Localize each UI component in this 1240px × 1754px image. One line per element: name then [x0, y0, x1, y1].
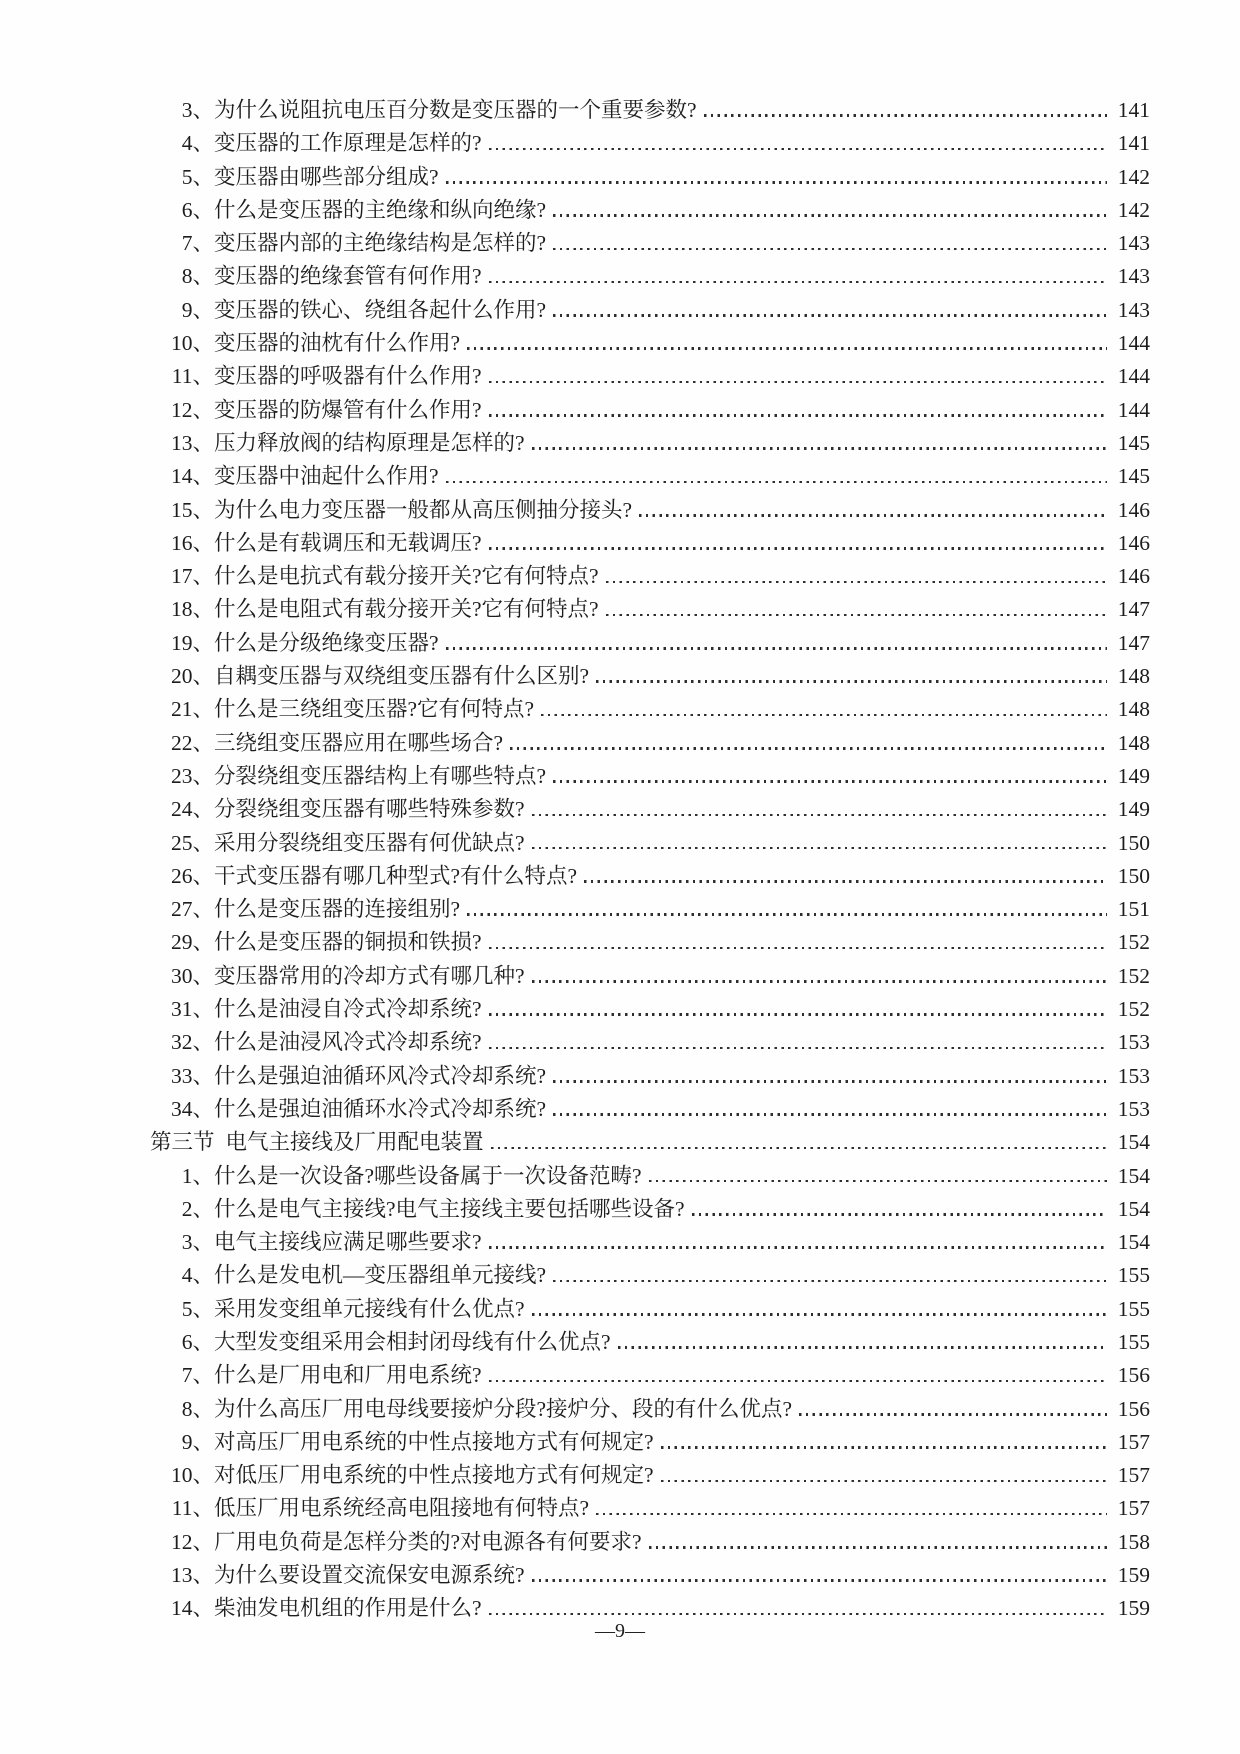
- entry-text: 什么是电阻式有载分接开关?它有何特点?: [214, 597, 599, 622]
- entry-number: 5、: [181, 164, 214, 189]
- toc-entry: [150, 827, 1150, 860]
- entry-text: 变压器的油枕有什么作用?: [214, 331, 461, 356]
- entry-text: 变压器的铁心、绕组各起什么作用?: [214, 297, 547, 322]
- entry-number: 8、: [181, 1396, 214, 1421]
- entry-page-number: 155: [1117, 1296, 1150, 1321]
- entry-number: 13、: [170, 1563, 214, 1588]
- toc-entry: [150, 693, 1150, 726]
- entry-text: 什么是三绕组变压器?它有何特点?: [214, 697, 535, 722]
- toc-entry: [150, 227, 1150, 260]
- entry-number: 3、: [181, 1230, 214, 1255]
- entry-page-number: 150: [1117, 830, 1150, 855]
- entry-number: 14、: [170, 1596, 214, 1621]
- entry-number: 29、: [170, 930, 214, 955]
- entry-text: 变压器中油起什么作用?: [214, 464, 439, 489]
- entry-number: 31、: [170, 997, 214, 1022]
- entry-number: 34、: [170, 1096, 214, 1121]
- entry-number: 14、: [170, 464, 214, 489]
- entry-text: 什么是电抗式有载分接开关?它有何特点?: [214, 564, 599, 589]
- entry-page-number: 154: [1117, 1196, 1150, 1221]
- entry-text: 为什么说阻抗电压百分数是变压器的一个重要参数?: [214, 98, 697, 122]
- toc-entry: [150, 1093, 1150, 1126]
- dot-leader: [532, 1579, 1107, 1582]
- entry-number: 8、: [181, 264, 214, 289]
- entry-text: 什么是强迫油循环风冷式冷却系统?: [214, 1063, 547, 1088]
- toc-entry: [150, 1193, 1150, 1226]
- toc-entry: [150, 1459, 1150, 1492]
- entry-text: 为什么电力变压器一般都从高压侧抽分接头?: [214, 497, 633, 522]
- dot-leader: [489, 281, 1107, 284]
- entry-page-number: 141: [1117, 98, 1150, 122]
- entry-text: 对高压厂用电系统的中性点接地方式有何规定?: [214, 1429, 654, 1454]
- entry-page-number: 145: [1117, 430, 1150, 455]
- page-number: —9—: [595, 1620, 645, 1642]
- entry-page-number: 153: [1117, 1063, 1150, 1088]
- toc-section-heading: [150, 1126, 1150, 1159]
- entry-page-number: 155: [1117, 1263, 1150, 1288]
- entry-text: 变压器的呼吸器有什么作用?: [214, 364, 482, 389]
- dot-leader: [692, 1213, 1107, 1216]
- dot-leader: [553, 214, 1107, 217]
- entry-page-number: 154: [1117, 1130, 1150, 1155]
- entry-number: 30、: [170, 963, 214, 988]
- dot-leader: [596, 680, 1107, 683]
- entry-number: 12、: [170, 397, 214, 422]
- entry-page-number: 154: [1117, 1230, 1150, 1255]
- dot-leader: [799, 1413, 1107, 1416]
- entry-text: 低压厂用电系统经高电阻接地有何特点?: [214, 1496, 590, 1521]
- toc-entry: [150, 1026, 1150, 1059]
- dot-leader: [541, 714, 1107, 717]
- dot-leader: [467, 913, 1107, 916]
- entry-text: 柴油发电机组的作用是什么?: [214, 1596, 482, 1621]
- entry-page-number: 143: [1117, 297, 1150, 322]
- entry-page-number: 142: [1117, 197, 1150, 222]
- toc-entry: [150, 1359, 1150, 1392]
- entry-page-number: 152: [1117, 997, 1150, 1022]
- dot-leader: [606, 614, 1107, 617]
- entry-text: 分裂绕组变压器结构上有哪些特点?: [214, 763, 547, 788]
- entry-number: 5、: [181, 1296, 214, 1321]
- dot-leader: [489, 1613, 1107, 1616]
- entry-number: 33、: [170, 1063, 214, 1088]
- entry-number: 7、: [181, 231, 214, 256]
- toc-entry: [150, 1393, 1150, 1426]
- entry-text: 变压器内部的主绝缘结构是怎样的?: [214, 231, 547, 256]
- dot-leader: [649, 1180, 1107, 1183]
- toc-entry: [150, 926, 1150, 959]
- dot-leader: [553, 314, 1107, 317]
- entry-number: 20、: [170, 664, 214, 689]
- toc-entry: [150, 960, 1150, 993]
- entry-number: 11、: [171, 364, 214, 389]
- entry-text: 什么是油浸自冷式冷却系统?: [214, 997, 482, 1022]
- toc-entry: [150, 1426, 1150, 1459]
- entry-page-number: 159: [1117, 1596, 1150, 1621]
- entry-text: 什么是分级绝缘变压器?: [214, 630, 439, 655]
- dot-leader: [584, 880, 1107, 883]
- dot-leader: [704, 114, 1107, 117]
- dot-leader: [596, 1513, 1107, 1516]
- entry-page-number: 144: [1117, 364, 1150, 389]
- entry-page-number: 142: [1117, 164, 1150, 189]
- entry-number: 12、: [170, 1529, 214, 1554]
- entry-number: 9、: [181, 297, 214, 322]
- toc-entry: [150, 1259, 1150, 1292]
- toc-entry: [150, 1492, 1150, 1525]
- entry-text: 什么是电气主接线?电气主接线主要包括哪些设备?: [214, 1196, 685, 1221]
- entry-text: 什么是油浸风冷式冷却系统?: [214, 1030, 482, 1055]
- toc-entry: [150, 460, 1150, 493]
- toc-entry: [150, 860, 1150, 893]
- dot-leader: [510, 747, 1107, 750]
- dot-leader: [661, 1480, 1107, 1483]
- entry-text: 什么是厂用电和厂用电系统?: [214, 1363, 482, 1388]
- entry-number: 2、: [181, 1196, 214, 1221]
- entry-text: 什么是强迫油循环水冷式冷却系统?: [214, 1096, 547, 1121]
- entry-text: 什么是变压器的连接组别?: [214, 897, 461, 922]
- entry-number: 11、: [171, 1496, 214, 1521]
- entry-page-number: 153: [1117, 1096, 1150, 1121]
- entry-page-number: 157: [1117, 1496, 1150, 1521]
- entry-number: 10、: [170, 1463, 214, 1488]
- entry-number: 16、: [170, 530, 214, 555]
- dot-leader: [489, 547, 1107, 550]
- entry-page-number: 148: [1117, 697, 1150, 722]
- entry-page-number: 153: [1117, 1030, 1150, 1055]
- entry-page-number: 152: [1117, 963, 1150, 988]
- dot-leader: [489, 947, 1107, 950]
- entry-number: 24、: [170, 797, 214, 822]
- toc-entry: [150, 94, 1150, 127]
- toc-entry: [150, 760, 1150, 793]
- dot-leader: [553, 1113, 1107, 1116]
- toc-entry: [150, 1293, 1150, 1326]
- entry-page-number: 149: [1117, 797, 1150, 822]
- dot-leader: [661, 1446, 1107, 1449]
- entry-number: 6、: [181, 1329, 214, 1354]
- toc-entry: [150, 1060, 1150, 1093]
- entry-text: 变压器的工作原理是怎样的?: [214, 131, 482, 156]
- dot-leader: [553, 248, 1107, 251]
- dot-leader: [446, 481, 1107, 484]
- toc-entry: [150, 494, 1150, 527]
- entry-page-number: 141: [1117, 131, 1150, 156]
- entry-text: 为什么高压厂用电母线要接炉分段?接炉分、段的有什么优点?: [214, 1396, 793, 1421]
- entry-text: 变压器常用的冷却方式有哪几种?: [214, 963, 525, 988]
- entry-text: 为什么要设置交流保安电源系统?: [214, 1563, 525, 1588]
- toc-entry: [150, 327, 1150, 360]
- dot-leader: [532, 847, 1107, 850]
- dot-leader: [489, 1047, 1107, 1050]
- entry-page-number: 157: [1117, 1429, 1150, 1454]
- entry-number: 25、: [170, 830, 214, 855]
- entry-page-number: 144: [1117, 331, 1150, 356]
- entry-number: 18、: [170, 597, 214, 622]
- entry-number: 17、: [170, 564, 214, 589]
- toc-entry: [150, 560, 1150, 593]
- entry-number: 21、: [170, 697, 214, 722]
- entry-number: 9、: [181, 1429, 214, 1454]
- entry-page-number: 158: [1117, 1529, 1150, 1554]
- toc-entry: [150, 394, 1150, 427]
- entry-number: 27、: [170, 897, 214, 922]
- dot-leader: [618, 1346, 1107, 1349]
- section-title: 电气主接线及厂用配电装置: [225, 1130, 484, 1155]
- toc-entry: [150, 427, 1150, 460]
- toc-entry: [150, 127, 1150, 160]
- dot-leader: [489, 414, 1107, 417]
- toc-entry: [150, 1559, 1150, 1592]
- entry-number: 15、: [170, 497, 214, 522]
- entry-page-number: 155: [1117, 1329, 1150, 1354]
- toc-entry: [150, 727, 1150, 760]
- dot-leader: [489, 381, 1107, 384]
- entry-page-number: 159: [1117, 1563, 1150, 1588]
- dot-leader: [489, 148, 1107, 151]
- entry-text: 什么是变压器的主绝缘和纵向绝缘?: [214, 197, 547, 222]
- entry-text: 分裂绕组变压器有哪些特殊参数?: [214, 797, 525, 822]
- entry-number: 19、: [170, 630, 214, 655]
- entry-text: 什么是一次设备?哪些设备属于一次设备范畴?: [214, 1163, 642, 1188]
- entry-text: 采用发变组单元接线有什么优点?: [214, 1296, 525, 1321]
- toc-entry: [150, 1326, 1150, 1359]
- toc-entry: [150, 793, 1150, 826]
- dot-leader: [446, 647, 1107, 650]
- entry-page-number: 143: [1117, 264, 1150, 289]
- dot-leader: [532, 447, 1107, 450]
- entry-page-number: 152: [1117, 930, 1150, 955]
- entry-text: 干式变压器有哪几种型式?有什么特点?: [214, 863, 578, 888]
- entry-text: 变压器由哪些部分组成?: [214, 164, 439, 189]
- table-of-contents: [150, 94, 1150, 1626]
- entry-text: 电气主接线应满足哪些要求?: [214, 1230, 482, 1255]
- section-label: 第三节: [150, 1130, 215, 1155]
- entry-number: 6、: [181, 197, 214, 222]
- dot-leader: [446, 181, 1107, 184]
- dot-leader: [489, 1380, 1107, 1383]
- toc-entry: [150, 1226, 1150, 1259]
- entry-number: 4、: [181, 1263, 214, 1288]
- dot-leader: [489, 1013, 1107, 1016]
- page-footer: [0, 1620, 1240, 1643]
- entry-page-number: 143: [1117, 231, 1150, 256]
- entry-page-number: 156: [1117, 1363, 1150, 1388]
- dot-leader: [553, 1080, 1107, 1083]
- entry-page-number: 147: [1117, 597, 1150, 622]
- toc-entry: [150, 893, 1150, 926]
- entry-page-number: 157: [1117, 1463, 1150, 1488]
- entry-page-number: 148: [1117, 664, 1150, 689]
- entry-page-number: 146: [1117, 497, 1150, 522]
- entry-text: 对低压厂用电系统的中性点接地方式有何规定?: [214, 1463, 654, 1488]
- entry-number: 23、: [170, 763, 214, 788]
- dot-leader: [491, 1147, 1107, 1150]
- dot-leader: [553, 1280, 1107, 1283]
- entry-text: 压力释放阀的结构原理是怎样的?: [214, 430, 525, 455]
- entry-text: 变压器的绝缘套管有何作用?: [214, 264, 482, 289]
- entry-page-number: 146: [1117, 530, 1150, 555]
- entry-text: 什么是发电机—变压器组单元接线?: [214, 1263, 547, 1288]
- entry-text: 什么是有载调压和无载调压?: [214, 530, 482, 555]
- entry-page-number: 150: [1117, 863, 1150, 888]
- toc-entry: [150, 1160, 1150, 1193]
- toc-entry: [150, 1526, 1150, 1559]
- entry-text: 什么是变压器的铜损和铁损?: [214, 930, 482, 955]
- entry-number: 13、: [170, 430, 214, 455]
- toc-entry: [150, 294, 1150, 327]
- toc-entry: [150, 593, 1150, 626]
- entry-page-number: 147: [1117, 630, 1150, 655]
- dot-leader: [532, 814, 1107, 817]
- entry-page-number: 145: [1117, 464, 1150, 489]
- entry-number: 32、: [170, 1030, 214, 1055]
- toc-entry: [150, 260, 1150, 293]
- dot-leader: [553, 780, 1107, 783]
- entry-page-number: 149: [1117, 763, 1150, 788]
- entry-number: 7、: [181, 1363, 214, 1388]
- entry-number: 1、: [181, 1163, 214, 1188]
- toc-entry: [150, 660, 1150, 693]
- entry-number: 22、: [170, 730, 214, 755]
- toc-entry: [150, 527, 1150, 560]
- entry-text: 厂用电负荷是怎样分类的?对电源各有何要求?: [214, 1529, 642, 1554]
- entry-number: 3、: [181, 98, 214, 122]
- toc-entry: [150, 993, 1150, 1026]
- entry-number: 4、: [181, 131, 214, 156]
- dot-leader: [467, 347, 1107, 350]
- toc-entry: [150, 360, 1150, 393]
- entry-page-number: 148: [1117, 730, 1150, 755]
- entry-text: 大型发变组采用会相封闭母线有什么优点?: [214, 1329, 611, 1354]
- entry-page-number: 151: [1117, 897, 1150, 922]
- entry-text: 采用分裂绕组变压器有何优缺点?: [214, 830, 525, 855]
- dot-leader: [639, 514, 1107, 517]
- dot-leader: [489, 1246, 1107, 1249]
- toc-entry: [150, 161, 1150, 194]
- entry-text: 自耦变压器与双绕组变压器有什么区别?: [214, 664, 590, 689]
- entry-page-number: 156: [1117, 1396, 1150, 1421]
- entry-number: 26、: [170, 863, 214, 888]
- dot-leader: [649, 1546, 1107, 1549]
- entry-page-number: 144: [1117, 397, 1150, 422]
- entry-page-number: 154: [1117, 1163, 1150, 1188]
- entry-page-number: 146: [1117, 564, 1150, 589]
- entry-text: 变压器的防爆管有什么作用?: [214, 397, 482, 422]
- dot-leader: [532, 1313, 1107, 1316]
- dot-leader: [532, 980, 1107, 983]
- entry-text: 三绕组变压器应用在哪些场合?: [214, 730, 504, 755]
- toc-entry: [150, 194, 1150, 227]
- dot-leader: [606, 581, 1107, 584]
- toc-entry: [150, 627, 1150, 660]
- entry-number: 10、: [170, 331, 214, 356]
